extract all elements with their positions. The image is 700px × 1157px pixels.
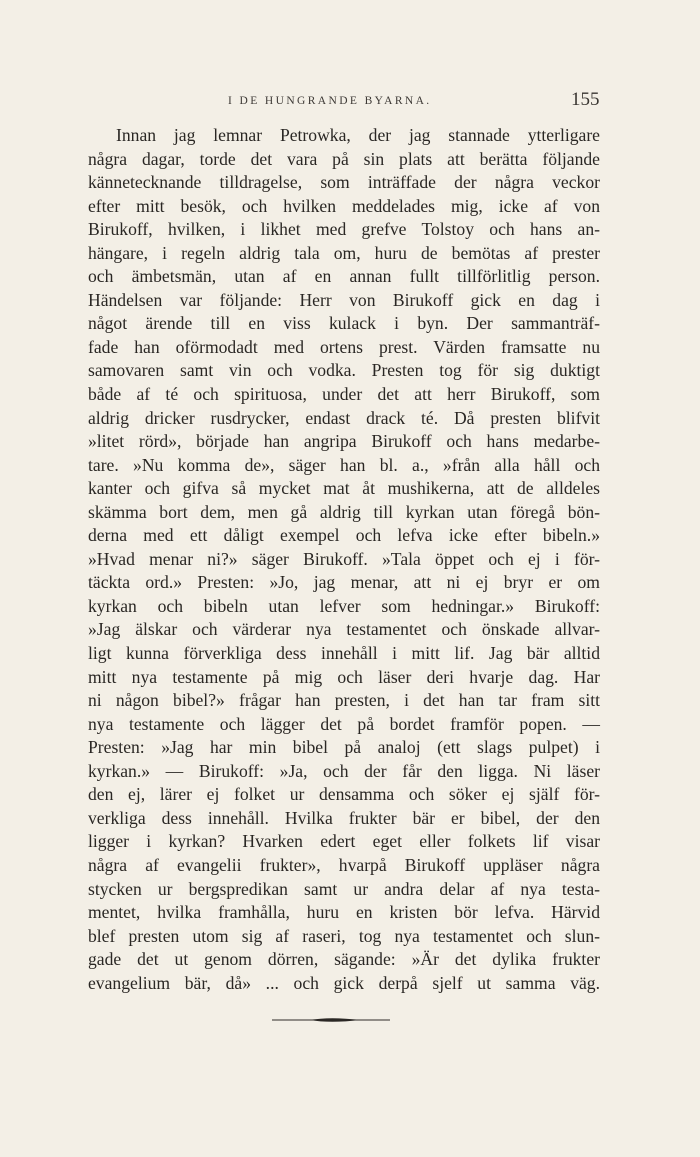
text-line: hängare, i regeln aldrig tala om, huru de bemötas af prester [88, 242, 600, 263]
text-line: blef presten utom sig af raseri, tog nya testamentet och slun- [88, 925, 600, 946]
text-line: något ärende till en viss kulack i byn. Der sammanträf- [88, 313, 600, 334]
text-line: fade han oförmodadt med ortens prest. Värden framsatte nu [88, 336, 600, 357]
text-line: aldrig dricker rusdrycker, endast drack té. Då presten blifvit [88, 407, 600, 428]
text-line: skämma bort dem, men gå aldrig till kyrkan utan föregå bön- [88, 501, 600, 522]
text-line: Presten: »Jag har min bibel på analoj (ett slags pulpet) i [88, 737, 600, 758]
text-line: ni någon bibel?» frågar han presten, i det han tar fram sitt [88, 690, 600, 711]
text-line: samovaren samt vin och vodka. Presten tog för sig duktigt [88, 360, 600, 381]
text-line: stycken ur bergspredikan samt ur andra delar af nya testa- [88, 878, 600, 899]
text-line: täckta ord.» Presten: »Jo, jag menar, att ni ej bryr er om [88, 572, 600, 593]
text-line: efter mitt besök, och hvilken meddelades mig, icke af von [88, 195, 600, 216]
page-number: 155 [571, 89, 600, 110]
text-line: »litet rörd», började han angripa Birukoff och hans medarbe- [88, 431, 600, 452]
text-line: kännetecknande tilldragelse, som inträffade der några veckor [88, 172, 600, 193]
text-line: Innan jag lemnar Petrowka, der jag stannade ytterligare [116, 125, 600, 145]
text-line: nya testamente och lägger det på bordet framför popen. — [88, 713, 600, 734]
text-line: gade det ut genom dörren, sägande: »Är det dylika frukter [88, 949, 600, 970]
text-line: derna med ett dåligt exempel och lefva icke efter bibeln.» [88, 525, 600, 546]
text-line: och ämbetsmän, utan af en annan fullt tillförlitlig person. [88, 266, 600, 287]
text-line: några af evangelii frukter», hvarpå Birukoff uppläser några [88, 854, 600, 875]
text-line: både af té och spirituosa, under det att herr Birukoff, som [88, 384, 600, 405]
running-title: I DE HUNGRANDE BYARNA. [228, 95, 432, 107]
body-text [88, 124, 600, 995]
text-line: kyrkan och bibeln utan lefver som hedningar.» Birukoff: [88, 595, 600, 616]
text-line: mitt nya testamente på mig och läser deri hvarje dag. Har [88, 666, 600, 687]
text-line: mentet, hvilka framhålla, huru en kristen bör lefva. Härvid [88, 902, 600, 923]
text-line: »Hvad menar ni?» säger Birukoff. »Tala öppet och ej i för- [88, 548, 600, 569]
text-line: ligt kunna förverkliga dess innehåll i mitt lif. Jag bär alltid [88, 643, 600, 664]
text-line: kyrkan.» — Birukoff: »Ja, och der får den ligga. Ni läser [88, 760, 600, 781]
text-line: verkliga dess innehåll. Hvilka frukter bär er bibel, der den [88, 807, 600, 828]
text-line: Händelsen var följande: Herr von Birukoff gick en dag i [88, 289, 600, 310]
text-line: kanter och gifva så mycket mat åt mushikerna, att de alldeles [88, 478, 600, 499]
text-line: tare. »Nu komma de», säger han bl. a., »från alla håll och [88, 454, 600, 475]
text-line: några dagar, torde det vara på sin plats att berätta följande [88, 148, 600, 169]
text-line: den ej, lärer ej folket ur densamma och söker ej själf för- [88, 784, 600, 805]
text-line: ligger i kyrkan? Hvarken edert eget eller folkets lif visar [88, 831, 600, 852]
text-line: evangelium bär, då» ... och gick derpå sjelf ut samma väg. [88, 972, 600, 993]
running-head [0, 91, 700, 115]
text-line: Birukoff, hvilken, i likhet med grefve Tolstoy och hans an- [88, 219, 600, 240]
tailpiece-ornament-icon [272, 1016, 390, 1024]
text-line: »Jag älskar och värderar nya testamentet och önskade allvar- [88, 619, 600, 640]
